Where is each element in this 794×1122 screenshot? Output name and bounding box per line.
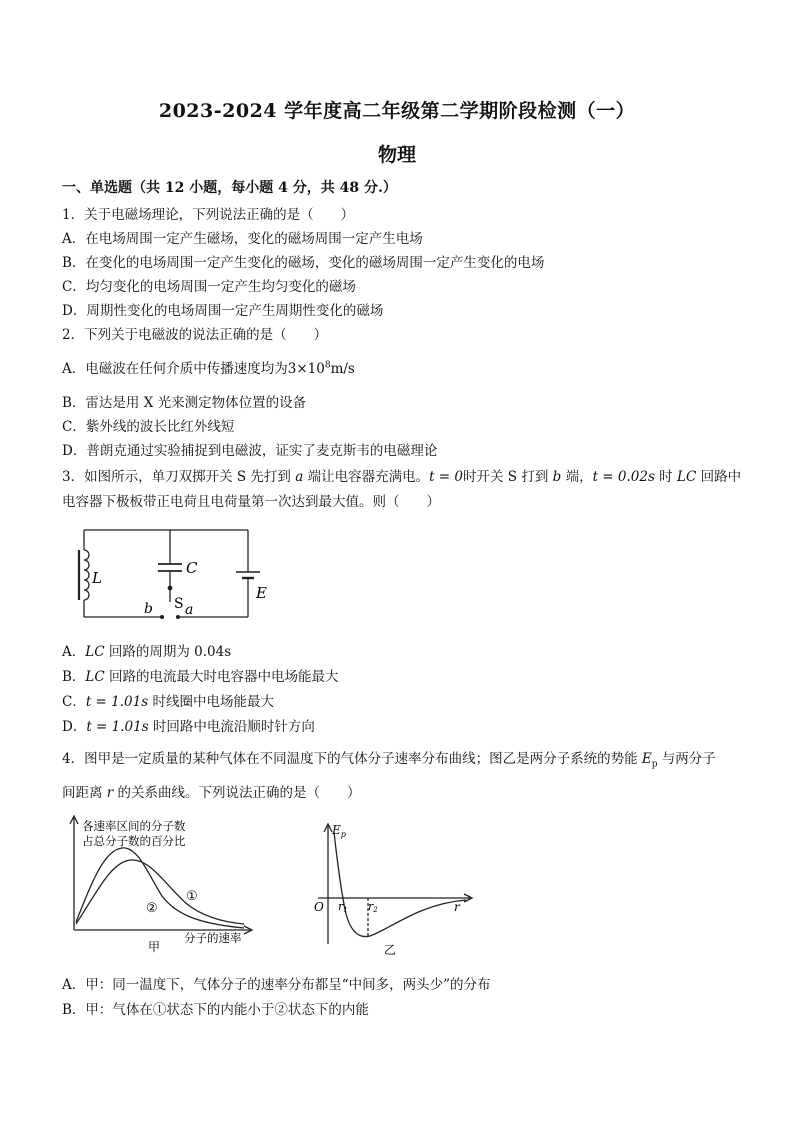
q3-stem-text: 时开关 S 打到 xyxy=(463,469,553,485)
jia-xlabel: 分子的速率 xyxy=(184,931,242,945)
q3-stem-text: 回路中 xyxy=(696,469,742,485)
q3-stem-t1: t = 0.02s xyxy=(592,469,655,485)
q3-option-text: 时线圈中电场能最大 xyxy=(148,694,274,710)
q2-option-d: D．普朗克通过实验捕捉到电磁波，证实了麦克斯韦的电磁理论 xyxy=(62,443,438,459)
switch-contact-a xyxy=(176,615,180,619)
q3-option-b xyxy=(62,665,339,685)
q4-stem-text: 4．图甲是一定质量的某种气体在不同温度下的气体分子速率分布曲线；图乙是两分子系统的势能 xyxy=(62,751,642,767)
q4-stem-text: 的关系曲线。下列说法正确的是（ ） xyxy=(113,785,361,801)
ep-curve xyxy=(334,832,466,937)
q4-stem-ep-sub: p xyxy=(651,759,658,770)
q3-option-a xyxy=(62,640,231,660)
subject-title: 物理 xyxy=(377,144,416,166)
q3-option-text: 回路的周期为 0.04s xyxy=(104,644,232,660)
jia-caption: 甲 xyxy=(148,940,161,954)
yi-origin: O xyxy=(314,900,324,914)
q1-stem: 1．关于电磁场理论，下列说法正确的是（ ） xyxy=(62,207,355,223)
q1-option-b: B．在变化的电场周围一定产生变化的磁场，变化的磁场周围一定产生变化的电场 xyxy=(62,255,545,271)
q3-option-text: 时回路中电流沿顺时针方向 xyxy=(148,719,315,735)
yi-r1-main: r xyxy=(338,900,344,913)
q3-option-label: D． xyxy=(62,719,87,735)
switch-contact-b xyxy=(160,615,164,619)
q3-option-time: t = 1.01s xyxy=(85,694,149,710)
yi-ylabel-main: E xyxy=(332,823,341,837)
label-battery: E xyxy=(256,584,267,602)
potential-energy-figure xyxy=(304,818,484,958)
q2-stem: 2．下列关于电磁波的说法正确的是（ ） xyxy=(62,327,328,343)
speed-distribution-figure xyxy=(62,812,262,954)
q1-option-a: A．在电场周围一定产生磁场，变化的磁场周围一定产生电场 xyxy=(62,231,423,247)
q3-option-time: t = 1.01s xyxy=(86,719,149,735)
yi-ylabel-sub: p xyxy=(340,830,346,839)
q4-stem-text: 与两分子 xyxy=(657,751,716,767)
q2-speed-value: 3×10 xyxy=(287,361,325,377)
q3-stem-text: 端， xyxy=(561,469,593,485)
curve-2-label: ② xyxy=(146,901,158,916)
q3-stem-text: 3．如图所示，单刀双掷开关 S 先打到 xyxy=(62,469,296,485)
q1-option-d: D．周期性变化的电场周围一定产生周期性变化的磁场 xyxy=(62,303,384,319)
q3-stem-line1 xyxy=(62,465,741,485)
q4-stem-ep: E xyxy=(641,751,652,767)
q2-speed-exponent: 8 xyxy=(324,360,331,371)
switch-pivot xyxy=(168,586,173,591)
yi-xlabel: r xyxy=(454,900,460,914)
label-a: a xyxy=(185,602,194,618)
curve-1-label: ① xyxy=(186,889,198,904)
yi-ylabel xyxy=(331,823,346,839)
q3-option-lc: LC xyxy=(85,644,105,660)
yi-r2-sub: 2 xyxy=(373,906,378,914)
q4-stem-line2 xyxy=(62,781,361,801)
q3-option-d xyxy=(62,715,315,735)
label-inductor: L xyxy=(92,569,102,587)
label-switch: S xyxy=(174,596,184,612)
q1-option-c: C．均匀变化的电场周围一定产生均匀变化的磁场 xyxy=(62,279,356,295)
inductor-coil xyxy=(84,550,89,600)
q3-option-text: 回路的电流最大时电容器中电场能最大 xyxy=(104,669,339,685)
q2-option-b: B．雷达是用 X 光来测定物体位置的设备 xyxy=(62,395,307,411)
q4-stem-line1 xyxy=(62,747,716,770)
q2-speed-unit: m/s xyxy=(330,361,355,377)
q3-option-lc: LC xyxy=(85,669,105,685)
q4-stem-r: r xyxy=(106,785,114,801)
q2-option-c: C．紫外线的波长比红外线短 xyxy=(62,419,235,435)
exam-title: 2023-2024 学年度高二年级第二学期阶段检测（一） xyxy=(158,100,636,122)
q3-option-label: A． xyxy=(62,644,86,660)
q4-stem-text: 间距离 xyxy=(62,785,107,801)
yi-r2-label xyxy=(368,900,378,914)
q2-option-a xyxy=(62,357,355,377)
yi-r1-sub: 1 xyxy=(343,906,348,914)
q3-stem-lc: LC xyxy=(676,469,697,485)
q3-option-label: C． xyxy=(62,694,86,710)
section-heading: 一、单选题（共 12 小题，每小题 4 分，共 48 分.） xyxy=(62,180,397,196)
yi-r1-label xyxy=(338,900,348,914)
jia-ylabel-line1: 各速率区间的分子数 xyxy=(82,819,186,833)
q3-stem-t0: t = 0 xyxy=(429,469,463,485)
q3-option-c xyxy=(62,690,274,710)
label-capacitor: C xyxy=(186,559,198,577)
yi-caption: 乙 xyxy=(384,943,397,957)
label-b: b xyxy=(144,601,153,617)
lc-circuit-figure xyxy=(70,520,280,624)
jia-ylabel-line2: 占总分子数的百分比 xyxy=(82,834,186,848)
q3-stem-a: a xyxy=(295,469,304,485)
curve-2 xyxy=(76,848,244,928)
q4-option-a: A．甲：同一温度下，气体分子的速率分布都呈“中间多，两头少”的分布 xyxy=(62,977,491,993)
q4-option-b: B．甲：气体在①状态下的内能小于②状态下的内能 xyxy=(62,1002,369,1018)
yi-r2-main: r xyxy=(368,900,374,913)
q2-option-a-text: A．电磁波在任何介质中传播速度均为 xyxy=(62,361,288,377)
q3-stem-b: b xyxy=(552,469,562,485)
q3-stem-text: 端让电容器充满电。 xyxy=(303,469,430,485)
q3-option-label: B． xyxy=(62,669,86,685)
q3-stem-line2: 电容器下极板带正电荷且电荷量第一次达到最大值。则（ ） xyxy=(62,494,440,510)
q3-stem-text: 时 xyxy=(654,469,677,485)
